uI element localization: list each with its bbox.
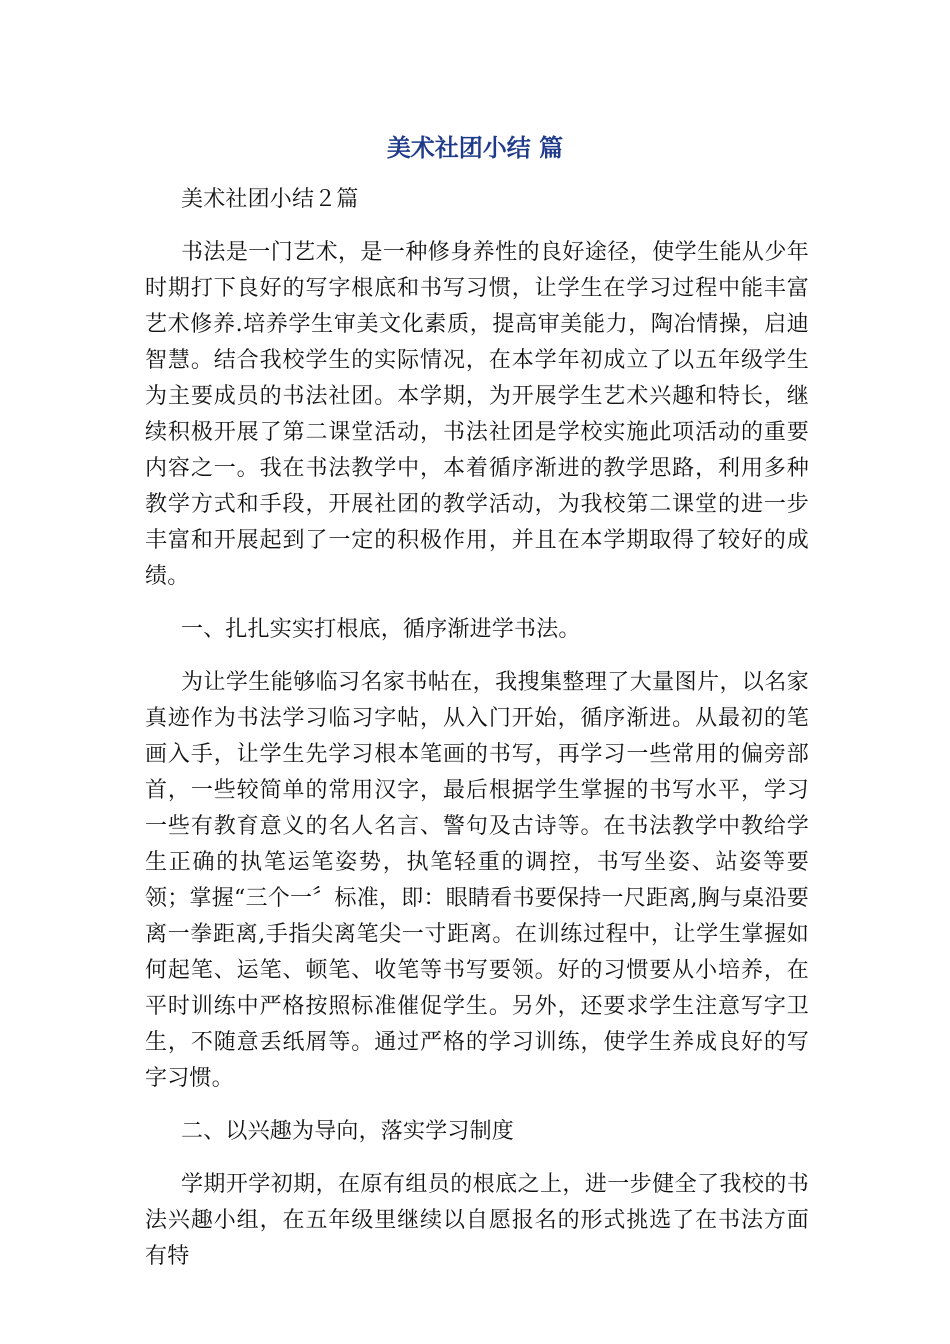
body-paragraph: 书法是一门艺术，是一种修身养性的良好途径，使学生能从少年时期打下良好的写字根底和书写习惯，让学生在学习过程中能丰富艺术修养.培养学生审美文化素质，提高审美能力，陶冶情操，启迪智慧。结合我校学生的实际情况，在本学年初成立了以五年级学生为主要成员的书法社团。本学期，为开展学生艺术兴趣和特长，继续积极开展了第二课堂活动，书法社团是学校实施此项活动的重要内容之一。我在书法教学中，本着循序渐进的教学思路，利用多种教学方式和手段，开展社团的教学活动，为我校第二课堂的进一步丰富和开展起到了一定的积极作用，并且在本学期取得了较好的成绩。 — [145, 240, 809, 589]
body-paragraph: 为让学生能够临习名家书帖在，我搜集整理了大量图片，以名家真迹作为书法学习临习字帖，从入门开始，循序渐进。从最初的笔画入手，让学生先学习根本笔画的书写，再学习一些常用的偏旁部首，一些较简单的常用汉字，最后根据学生掌握的书写水平，学习一些有教育意义的名人名言、警句及古诗等。在书法教学中教给学生正确的执笔运笔姿势，执笔轻重的调控，书写坐姿、站姿等要领；掌握“三个一〞标准，即：眼睛看书要保持一尺距离,胸与桌沿要离一拳距离,手指尖离笔尖一寸距离。在训练过程中，让学生掌握如何起笔、运笔、顿笔、收笔等书写要领。好的习惯要从小培养，在平时训练中严格按照标准催促学生。另外，还要求学生注意写字卫生，不随意丢纸屑等。通过严格的学习训练，使学生养成良好的写字习惯。 — [145, 670, 809, 1091]
document-title: 美术社团小结 篇 — [386, 134, 564, 162]
subtitle-paragraph: 美术社团小结２篇 — [181, 187, 359, 212]
section-heading-1: 一、扎扎实实打根底，循序渐进学书法。 — [181, 617, 581, 642]
section-heading-2: 二、以兴趣为导向，落实学习制度 — [181, 1119, 515, 1144]
body-paragraph: 学期开学初期，在原有组员的根底之上，进一步健全了我校的书法兴趣小组，在五年级里继续以自愿报名的形式挑选了在书法方面有特 — [145, 1172, 809, 1269]
document-body — [145, 182, 809, 1292]
